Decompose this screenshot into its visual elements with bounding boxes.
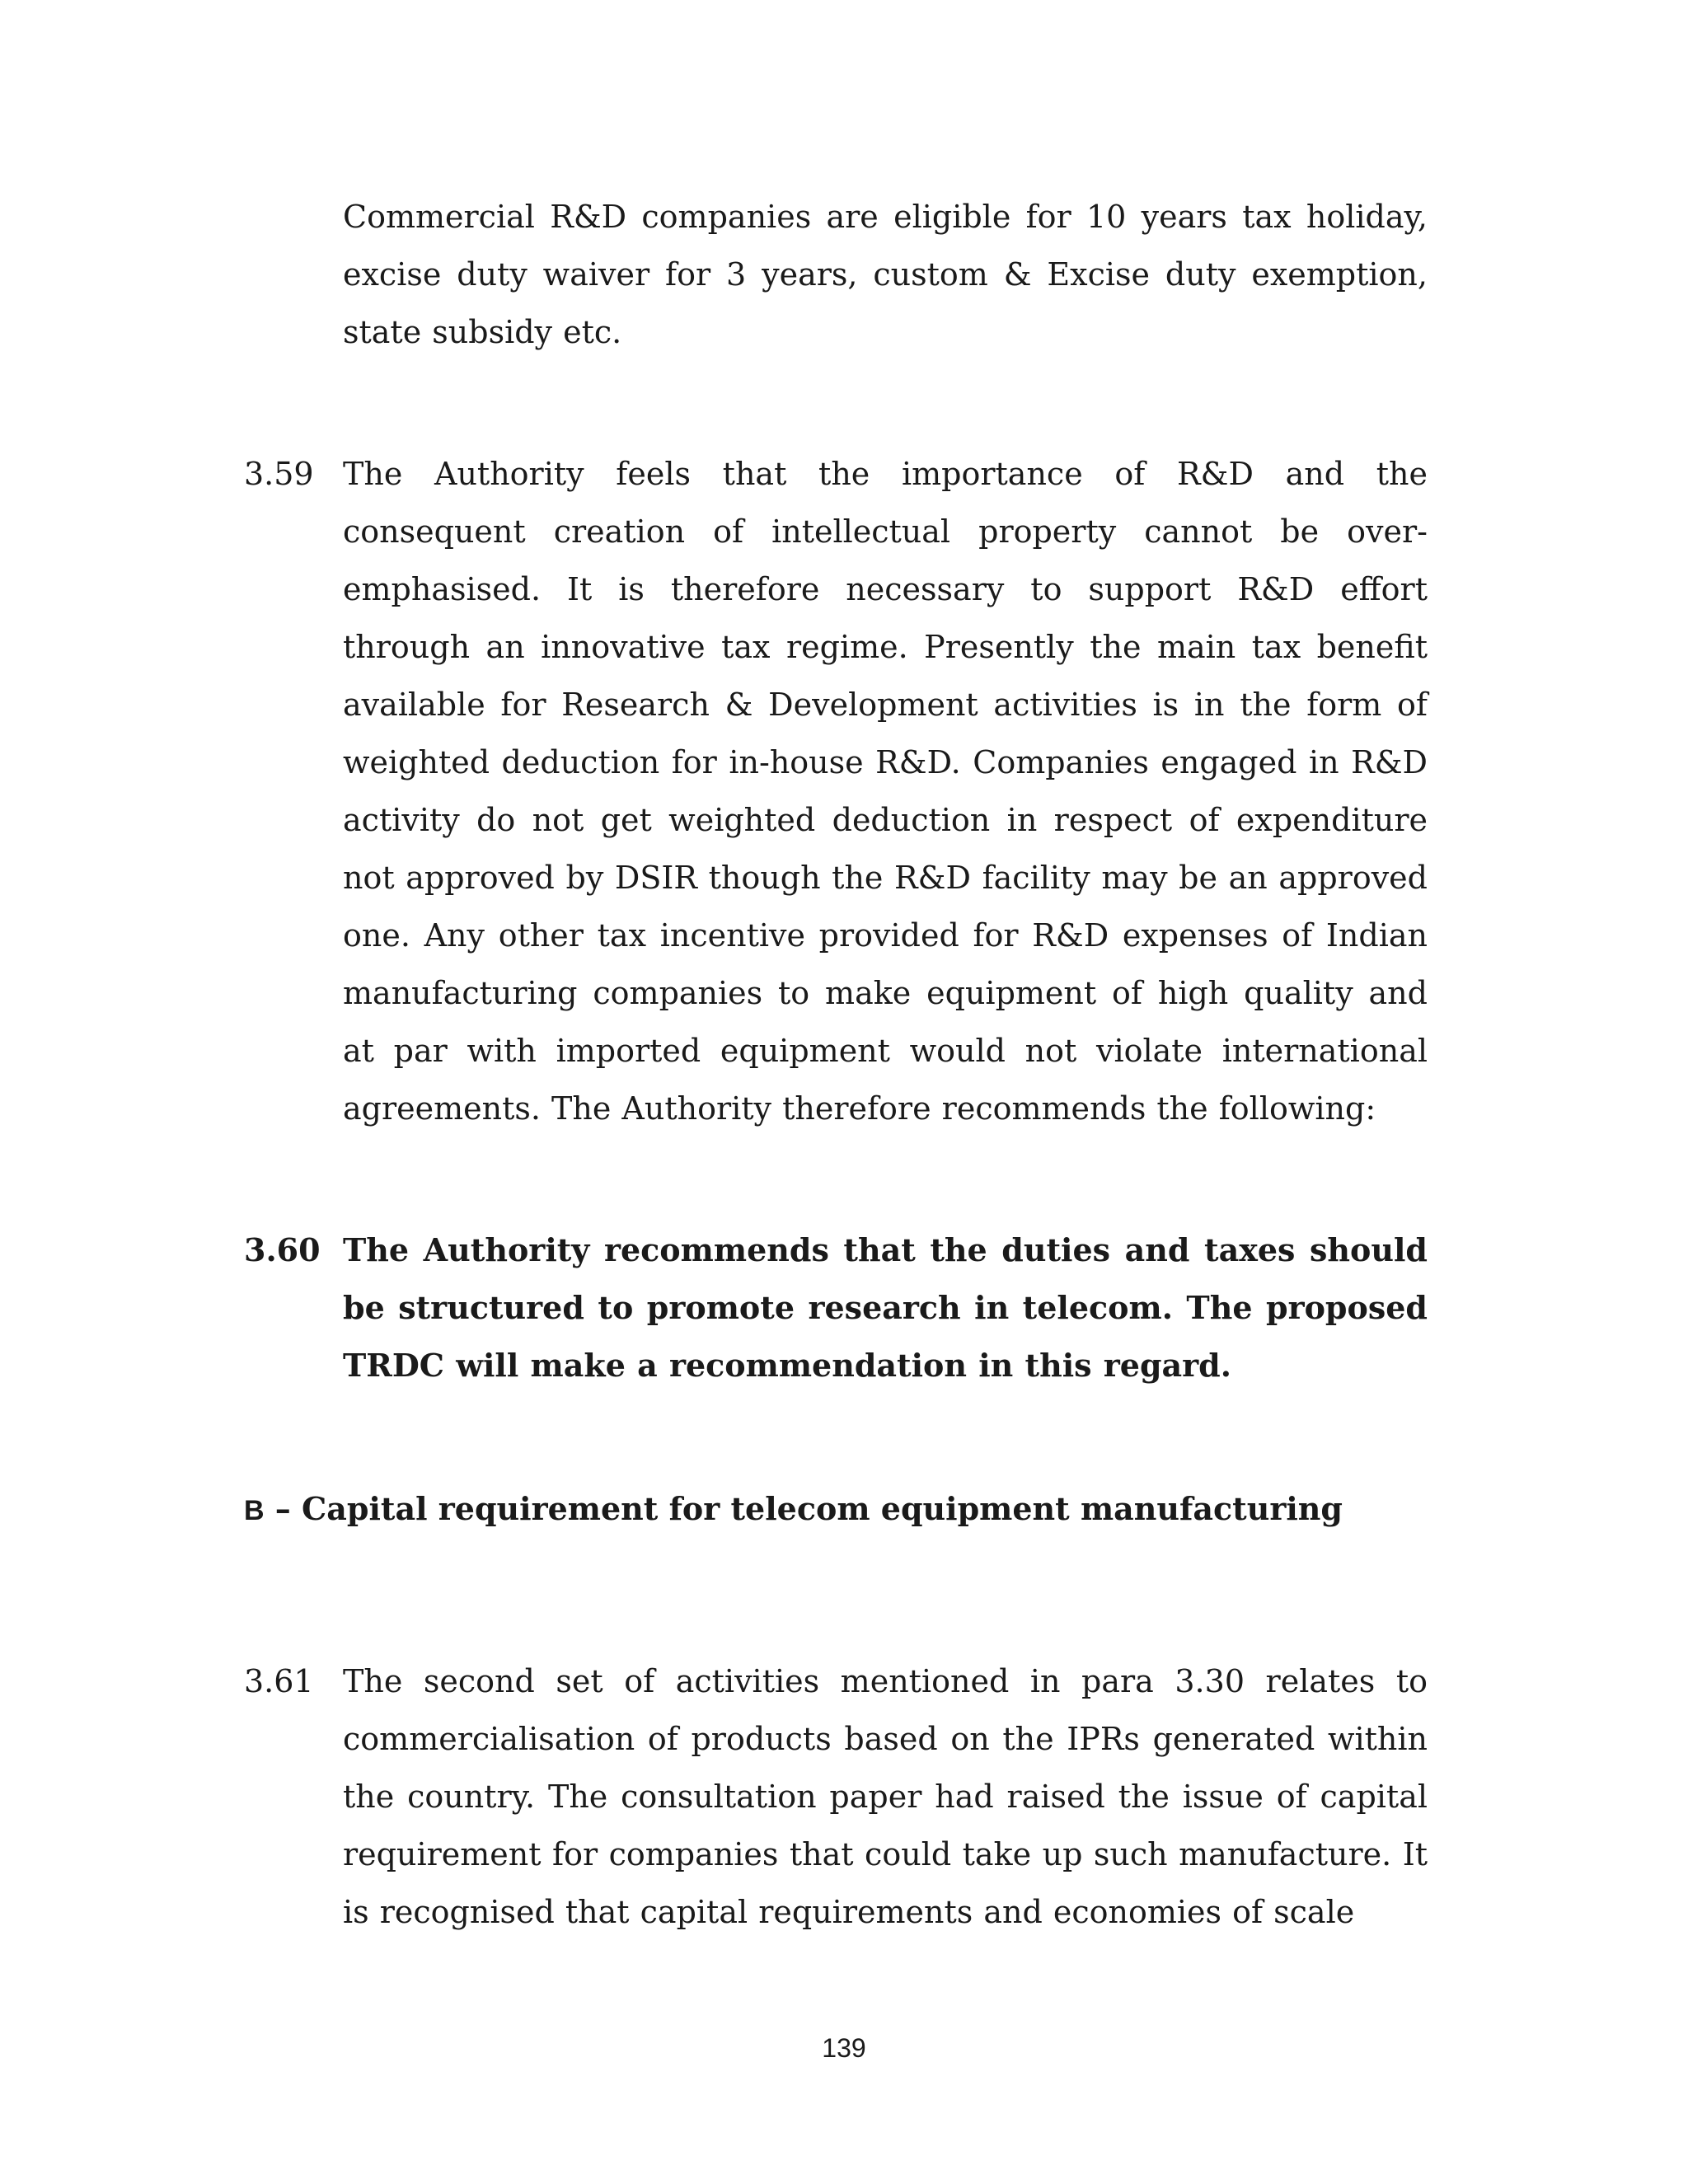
intro-paragraph: Commercial R&D companies are eligible for 10 years tax holiday, excise duty waiver for 3 years, custom & Excise duty exemption, state subsidy etc.: [343, 199, 1428, 350]
section-title: Capital requirement for telecom equipment manufacturing: [302, 1490, 1343, 1527]
section-separator: –: [274, 1490, 291, 1527]
paragraph-3-61-text: The second set of activities mentioned in para 3.30 relates to commercialisation of products based on the IPRs generated within the country. The consultation paper had raised the issue of capital requirement for companies that could take up such manufacture. It is recognised that capital requirements and economies of scale: [343, 1663, 1428, 1930]
paragraph-number-3-59: 3.59: [244, 456, 314, 492]
paragraph-3-60-recommendation: The Authority recommends that the duties and taxes should be structured to promote research in telecom. The proposed TRDC will make a recommendation in this regard.: [343, 1231, 1428, 1384]
paragraph-number-3-61: 3.61: [244, 1663, 314, 1699]
paragraph-number-3-60: 3.60: [244, 1231, 321, 1268]
section-heading-b: [244, 1480, 1428, 1540]
paragraph-3-59-text: The Authority feels that the importance of R&D and the consequent creation of intellectual property cannot be over-emphasised. It is therefore necessary to support R&D effort through an innovative tax regime. Presently the main tax benefit available for Research & Development activities is in the form of weighted deduction for in-house R&D. Companies engaged in R&D activity do not get weighted deduction in respect of expenditure not approved by DSIR though the R&D facility may be an approved one. Any other tax incentive provided for R&D expenses of Indian manufacturing companies to make equipment of high quality and at par with imported equipment would not violate international agreements. The Authority therefore recommends the following:: [343, 456, 1428, 1127]
page-number: 139: [822, 2033, 866, 2063]
section-letter: B: [244, 1495, 265, 1526]
